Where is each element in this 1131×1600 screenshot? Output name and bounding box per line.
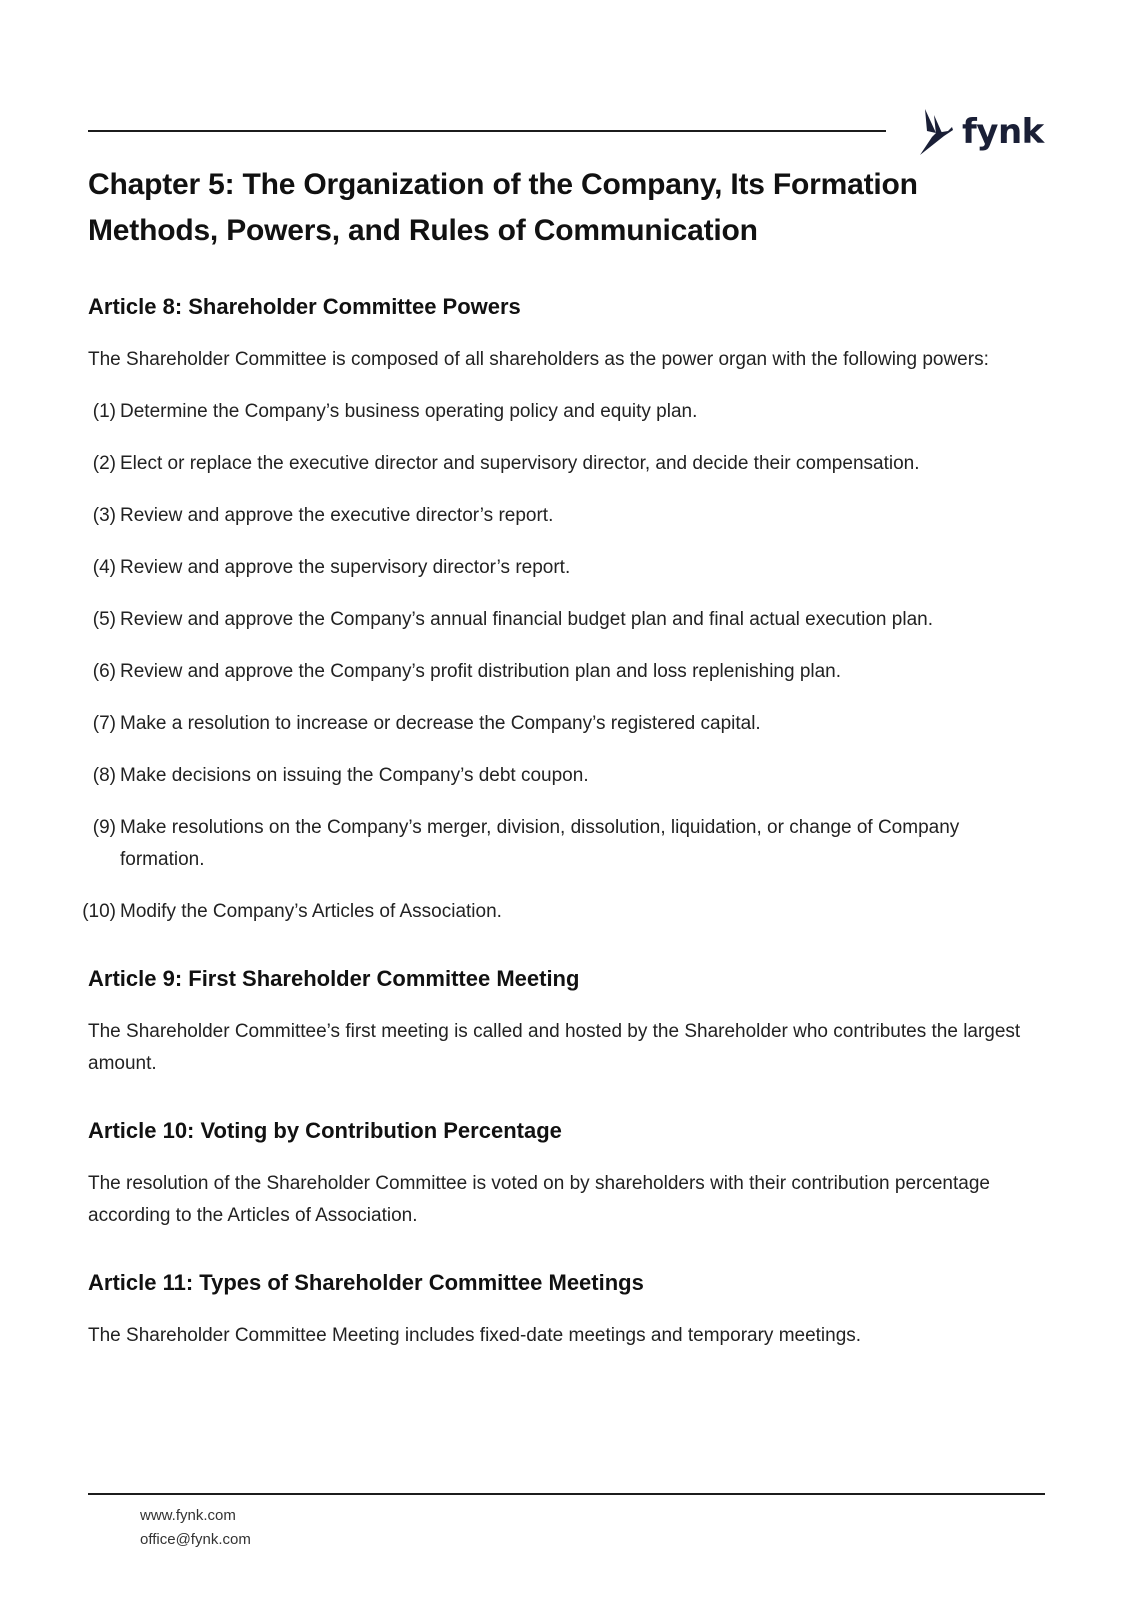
article-heading: Article 8: Shareholder Committee Powers: [88, 294, 521, 319]
footer-website-link[interactable]: www.fynk.com: [140, 1507, 236, 1524]
item-number: (5): [92, 609, 116, 630]
article-heading: Article 10: Voting by Contribution Percentage: [88, 1118, 562, 1143]
item-number: (4): [92, 557, 116, 578]
list-item: [88, 552, 1048, 584]
item-number: (2): [92, 453, 116, 474]
footer: [140, 1504, 251, 1552]
header-divider: [88, 130, 886, 132]
item-number: (8): [92, 765, 116, 786]
item-number: (3): [92, 505, 116, 526]
article-10: [88, 1116, 1048, 1232]
chapter-title: Chapter 5: The Organization of the Company, Its Formation Methods, Powers, and Rules of Communication: [88, 168, 918, 247]
brand-name: fynk: [962, 112, 1044, 152]
item-text: Review and approve the supervisory director’s report.: [120, 557, 571, 578]
article-heading: Article 11: Types of Shareholder Committee Meetings: [88, 1270, 644, 1295]
article-body: The Shareholder Committee Meeting includes fixed-date meetings and temporary meetings.: [88, 1325, 862, 1346]
item-number: (1): [92, 401, 116, 422]
item-text: Modify the Company’s Articles of Association.: [120, 901, 502, 922]
fynk-bird-icon: [918, 107, 954, 157]
item-number: (10): [82, 901, 116, 922]
item-number: (7): [92, 713, 116, 734]
item-text: Make decisions on issuing the Company’s debt coupon.: [120, 765, 589, 786]
item-text: Review and approve the executive director’s report.: [120, 505, 554, 526]
item-number: (6): [92, 661, 116, 682]
list-item: [82, 896, 1048, 928]
item-text: Make resolutions on the Company’s merger, division, dissolution, liquidation, or change of Company formation.: [120, 817, 960, 870]
powers-list: [82, 396, 1048, 928]
item-text: Make a resolution to increase or decrease the Company’s registered capital.: [120, 713, 761, 734]
list-item: [88, 760, 1048, 792]
list-item: [88, 500, 1048, 532]
list-item: [88, 396, 1048, 428]
article-heading: Article 9: First Shareholder Committee Meeting: [88, 966, 580, 991]
article-body: The Shareholder Committee’s first meeting is called and hosted by the Shareholder who contributes the largest amount.: [88, 1021, 1021, 1074]
item-text: Elect or replace the executive director and supervisory director, and decide their compensation.: [120, 453, 920, 474]
brand-logo: [918, 104, 1044, 160]
footer-email-link[interactable]: office@fynk.com: [140, 1531, 251, 1548]
list-item: [88, 812, 1048, 876]
footer-divider: [88, 1493, 1045, 1495]
article-9: [88, 964, 1048, 1080]
item-text: Determine the Company’s business operating policy and equity plan.: [120, 401, 698, 422]
list-item: [88, 656, 1048, 688]
list-item: [88, 708, 1048, 740]
document-body: [82, 162, 1048, 1352]
list-item: [88, 604, 1048, 636]
item-text: Review and approve the Company’s profit distribution plan and loss replenishing plan.: [120, 661, 842, 682]
article-body: The Shareholder Committee is composed of all shareholders as the power organ with the following powers:: [88, 349, 989, 370]
article-11: [88, 1268, 1048, 1352]
item-text: Review and approve the Company’s annual financial budget plan and final actual execution plan.: [120, 609, 933, 630]
article-8: [82, 292, 1048, 928]
article-body: The resolution of the Shareholder Committee is voted on by shareholders with their contribution percentage according to the Articles of Association.: [88, 1173, 990, 1226]
item-number: (9): [92, 817, 116, 838]
list-item: [88, 448, 1048, 480]
